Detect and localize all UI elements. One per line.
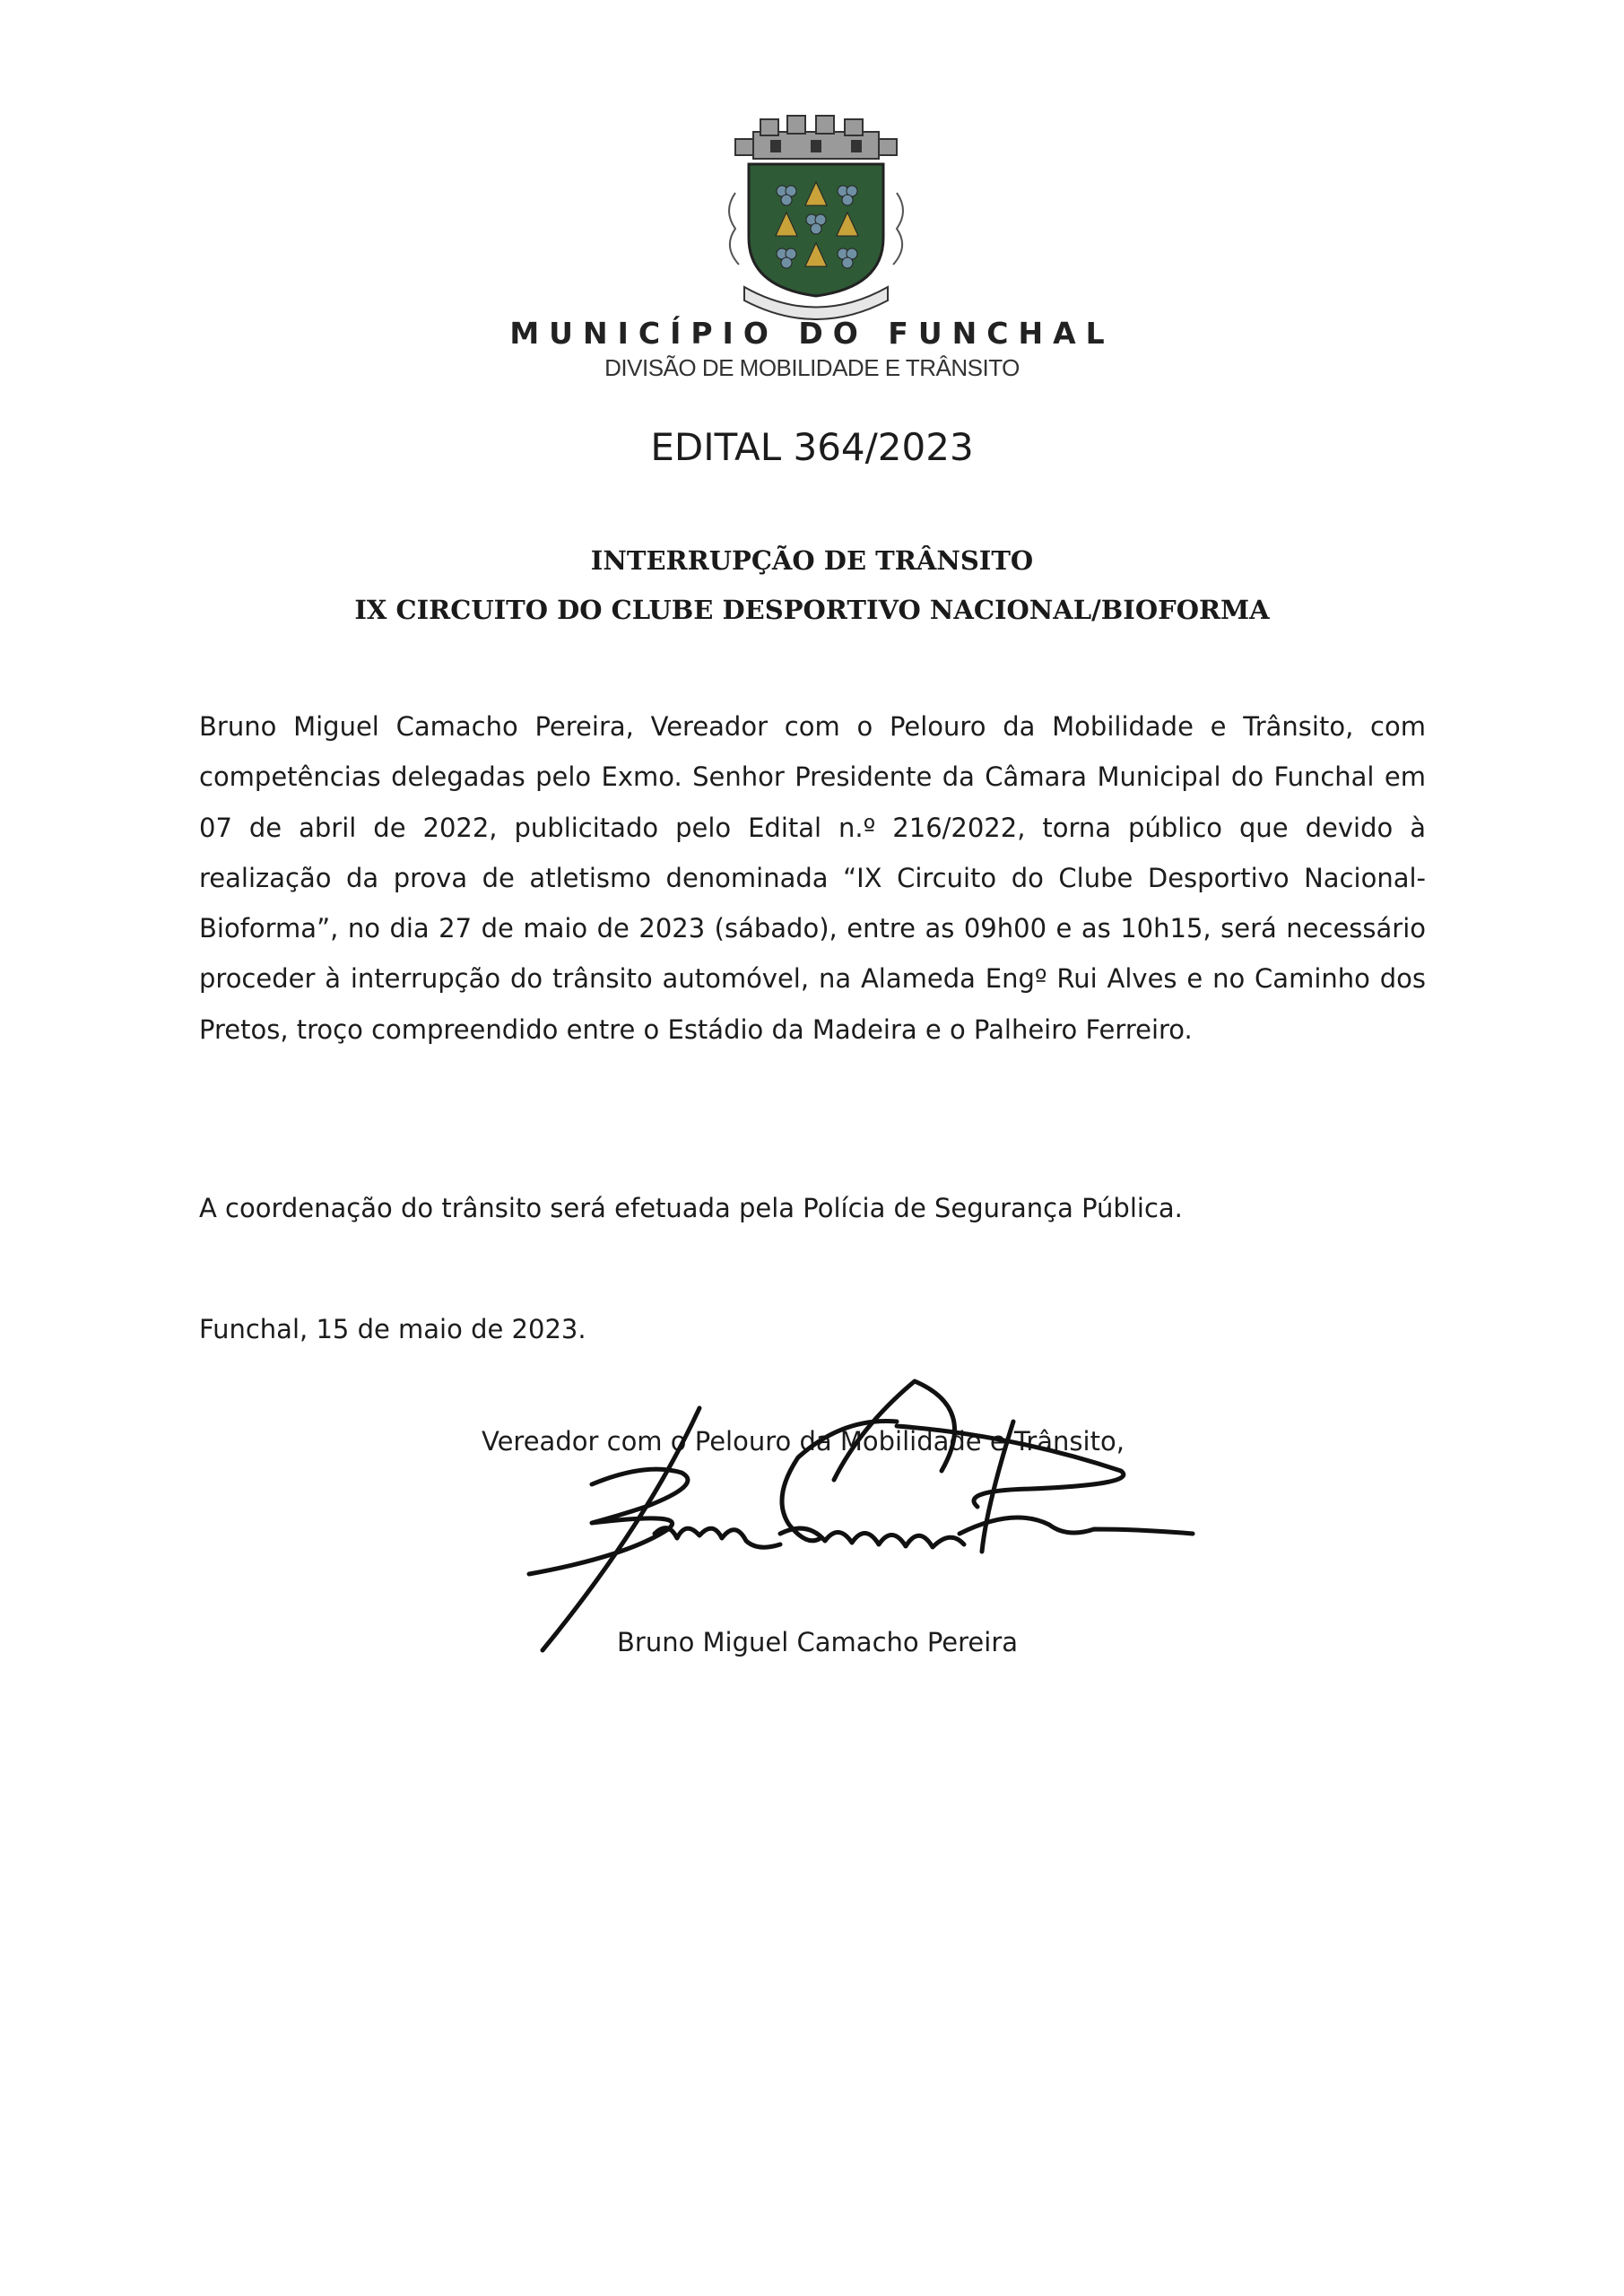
subject-title: INTERRUPÇÃO DE TRÂNSITO — [590, 545, 1034, 576]
signatory-title: Vereador com o Pelouro da Mobilidade e Trânsito, — [482, 1426, 1125, 1457]
division-name: DIVISÃO DE MOBILIDADE E TRÂNSITO — [604, 354, 1020, 381]
mural-crown-icon — [735, 116, 897, 159]
body-paragraph: Bruno Miguel Camacho Pereira, Vereador com o Pelouro da Mobilidade e Trânsito, com competências delegadas pelo Exmo. Senhor Presidente da Câmara Municipal do Funchal em 07 de abril de 2022, publicitado pelo Edital n.º 216/2022, torna público que devido à realização da prova de atletismo denominada “IX Circuito do Clube Desportivo Nacional-Bioforma”, no dia 27 de maio de 2023 (sábado), entre as 09h00 e as 10h15, será necessário proceder à interrupção do trânsito automóvel, na Alameda Engº Rui Alves e no Caminho dos Pretos, troço compreendido entre o Estádio da Madeira e o Palheiro Ferreiro. — [199, 711, 1426, 1045]
signatory-name: Bruno Miguel Camacho Pereira — [617, 1627, 1019, 1657]
municipal-crest-logo — [717, 112, 915, 320]
coordination-paragraph: A coordenação do trânsito será efetuada pela Polícia de Segurança Pública. — [199, 1193, 1183, 1223]
handwritten-signature — [511, 1372, 1220, 1659]
edital-number: EDITAL 364/2023 — [650, 425, 974, 469]
organization-name: MUNICÍPIO DO FUNCHAL — [509, 316, 1115, 351]
subject-subtitle: IX CIRCUITO DO CLUBE DESPORTIVO NACIONAL/BIOFORMA — [354, 595, 1270, 625]
date-line: Funchal, 15 de maio de 2023. — [199, 1314, 586, 1344]
